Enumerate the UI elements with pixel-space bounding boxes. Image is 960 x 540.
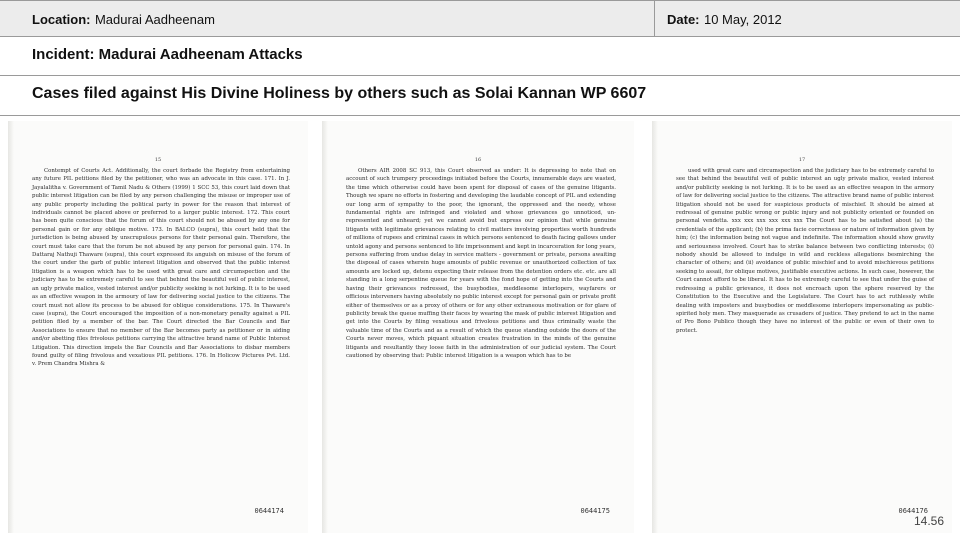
document-paragraph: Others AIR 2008 SC 913, this Court observed as under: It is depressing to note that on account of such trumpery proceedings initiated before the Courts, innumerable days are wasted, the time which otherwise could have been spent for disposal of cases of the genuine litigants. Though we spare no efforts in fostering and developing the laudable concept of PIL and extending our long arm of sympathy to the poor, the ignorant, the oppressed and the needy, whose fundamental rights are infringed and violated and whose grievances go unnoticed, un-represented and unheard; yet we cannot avoid but express our opinion that while genuine litigants with legitimate grievances relating to civil matters involving properties worth hundreds of millions of rupees and criminal cases in which persons sentenced to death facing gallows under untold agony and persons sentenced to life imprisonment and kept in incarceration for long years, persons suffering from undue delay in service matters - government or private, persons awaiting the disposal of cases wherein huge amounts of public revenue or unauthorized collection of tax amounts are locked up, detenu expecting their release from the detention orders etc. etc. are all standing in a long serpentine queue for years with the fond hope of getting into the Courts and having their grievances redressed, the busybodies, meddlesome interlopers, wayfarers or officious interveners having absolutely no public interest except for personal gain or private profit either of themselves or as a proxy of others or for any other extraneous motivation or for glare of publicity break the queue muffing their faces by wearing the mask of public interest litigation and get into the Courts by filing vexatious and frivolous petitions and thus criminally waste the valuable time of the Courts and as a result of which the queue standing outside the doors of the Courts never moves, which piquant situation creates frustration in the minds of the genuine litigants and resultantly they loose faith in the administration of our judicial system. The Court cautioned by observing that: Public interest litigation is a weapon which has to be xyxy=(346,168,616,359)
location-label: Location: xyxy=(32,12,91,27)
date-value: 10 May, 2012 xyxy=(703,12,782,27)
date-label: Date: xyxy=(667,12,700,27)
slide-number: 14.56 xyxy=(913,514,944,528)
incident-bar xyxy=(0,37,960,76)
document-stamp: 0644175 xyxy=(580,507,610,515)
date-cell xyxy=(655,1,960,37)
document-text xyxy=(676,167,934,336)
document-paragraph: Contempt of Courts Act. Additionally, the court forbade the Registry from entertaining any future PIL petitions filed by the petitioner, who was an advocate in this case. 171. In J. Jayalalitha v. Government of Tamil Nadu & Others (1999) 1 SCC 53, this court laid down that public interest litigation can be filed by any person challenging the misuse or improper use of any public property including the political party in power for the reason that interest of individuals cannot be placed above or preferred to a larger public interest. 172. This court has been quite conscious that the forum of this court should not be abused by any one for personal gain or for any oblique motive. 173. In BALCO (supra), this court held that the jurisdiction is being abused by unscrupulous persons for their personal gain. Therefore, the court must take care that the forum be not abused by any person for personal gain. 174. In Dattaraj Nathuji Thaware (supra), this court expressed its anguish on misuse of the forum of the court under the garb of public interest litigation and observed that the public interest litigation is a weapon which has to be used with great care and circumspection and the judiciary has to be extremely careful to see that behind the beautiful veil of public interest, an ugly private malice, vested interest and/or publicity seeking is not lurking. It is to be used as an effective weapon in the armoury of law for delivering social justice to the citizens. The court must not allow its process to be abused for oblique considerations. 175. In Thaware's case (supra), the Court encouraged the imposition of a non-monetary penalty against a PIL petition filed by a member of the bar. The Court directed the Bar Councils and Bar Associations to ensure that no member of the Bar becomes party as petitioner or in aiding and/or abetting files frivolous petitions carrying the attractive brand name of Public Interest Litigation. This direction impels the Bar Councils and Bar Associations to disbar members found guilty of filing frivolous and vexatious PIL petitions. 176. In Holicow Pictures Pvt. Ltd. v. Prem Chandra Mishra & xyxy=(32,168,290,368)
document-stamp: 0644174 xyxy=(254,507,284,515)
scan-edge xyxy=(8,121,14,533)
incident-title: Incident: Madurai Aadheenam Attacks xyxy=(32,46,303,63)
document-page-number: 15 xyxy=(154,157,162,163)
document-scan-page-17 xyxy=(652,121,952,533)
location-cell xyxy=(0,1,655,37)
subtitle-bar xyxy=(0,76,960,116)
document-text xyxy=(346,167,616,361)
scan-edge xyxy=(322,121,328,533)
document-scan-page-15 xyxy=(8,121,308,533)
header-bar xyxy=(0,0,960,37)
slide-subtitle: Cases filed against His Divine Holiness by others such as Solai Kannan WP 6607 xyxy=(32,85,647,102)
document-stamp: 0644176 xyxy=(898,507,928,515)
scan-edge xyxy=(652,121,658,533)
document-paragraph: used with great care and circumspection and the judiciary has to be extremely careful to see that behind the beautiful veil of public interest an ugly private malice, vested interest and/or publicity seeking is not lurking. It is to be used as an effective weapon in the armory of law for delivering social justice to the citizens. The attractive brand name of public interest litigation should not be used for suspicious products of mischief. It should be aimed at redressal of genuine public wrong or public injury and not publicity oriented or founded on personal vendetta. xxx xxx xxx xxx xxx xxx The Court has to be satisfied about (a) the credentials of the applicant; (b) the prima facie correctness or nature of information given by him; (c) the information being not vague and indefinite. The information should show gravity and seriousness involved. Court has to strike balance between two conflicting interests; (i) nobody should be allowed to indulge in wild and reckless allegations besmirching the character of others; and (ii) avoidance of public mischief and to avoid mischievous petitions seeking to assail, for oblique motives, justifiable executive actions. In such case, however, the Court cannot afford to be liberal. It has to be extremely careful to see that under the guise of redressing a public grievance, it does not encroach upon the sphere reserved by the Constitution to the Executive and the Legislature. The Court has to act ruthlessly while dealing with imposters and busybodies or meddlesome interlopers impersonating as public-spirited holy men. They masquerade as crusaders of justice. They pretend to act in the name of Pro Bono Publico though they have no interest of the public or even of their own to protect. xyxy=(676,168,934,334)
document-page-number: 16 xyxy=(474,157,482,163)
location-value: Madurai Aadheenam xyxy=(94,12,215,27)
document-page-number: 17 xyxy=(798,157,806,163)
document-scan-page-16 xyxy=(322,121,634,533)
document-text xyxy=(32,167,290,370)
